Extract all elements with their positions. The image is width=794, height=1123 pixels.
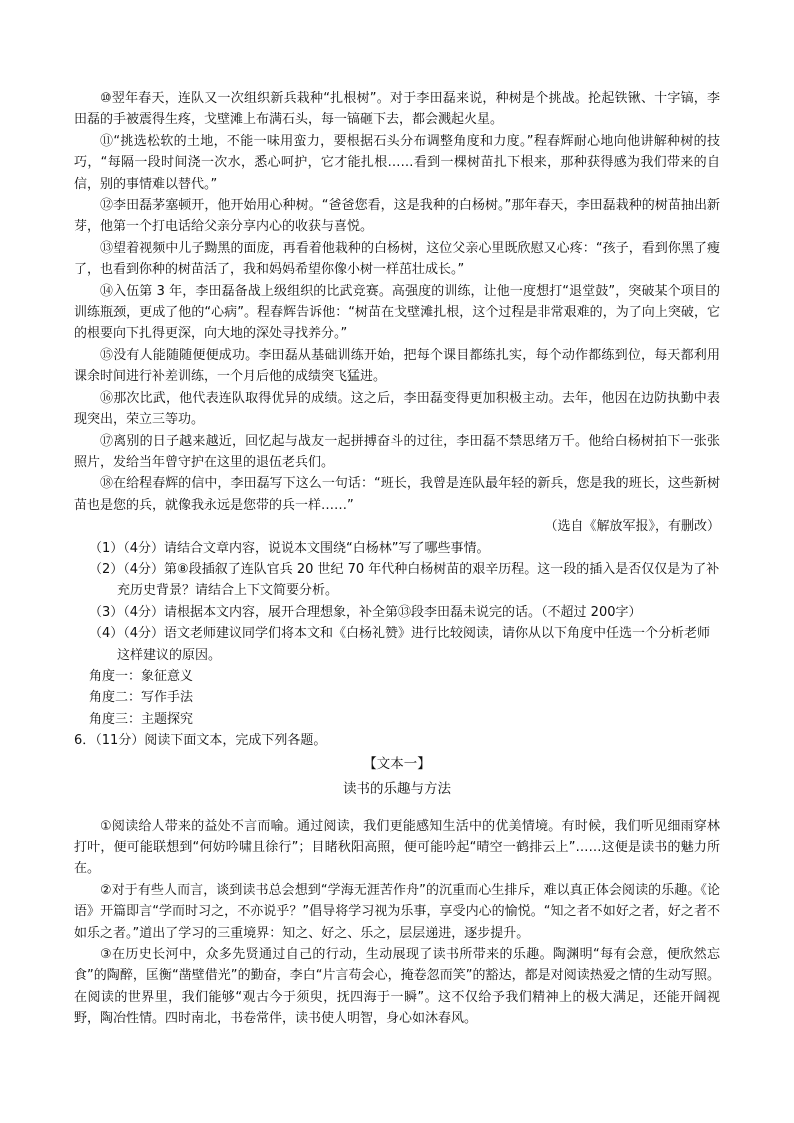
passage-paragraph-13: ⑬望着视频中儿子黝黑的面庞，再看着他栽种的白杨树，这位父亲心里既欣慰又心疼：“孩子，看到你黑了瘦了，也看到你种的树苗活了，我和妈妈希望你像小树一样茁壮成长。” xyxy=(74,240,720,278)
angle-3: 角度三：主题探究 xyxy=(89,711,194,727)
passage-paragraph-15: ⑮没有人能随随便便成功。李田磊从基础训练开始，把每个课目都练扎实，每个动作都练到位，每天都利用课余时间进行补差训练，一个月后他的成绩突飞猛进。 xyxy=(74,347,720,385)
passage-paragraph-16: ⑯那次比武，他代表连队取得优异的成绩。这之后，李田磊变得更加积极主动。去年，他因在边防执勤中表现突出，荣立三等功。 xyxy=(74,390,720,428)
question-2: （2）（4分）第⑧段插叙了连队官兵 20 世纪 70 年代种白杨树苗的艰辛历程。这一段的插入是否仅仅是为了补充历史背景？请结合上下文简要分析。 xyxy=(89,561,720,599)
question-1: （1）（4分）请结合文章内容，说说本文围绕“白杨林”写了哪些事情。 xyxy=(89,540,490,556)
angle-2: 角度二：写作手法 xyxy=(89,690,194,706)
text-one-tag: 【文本一】 xyxy=(363,755,431,772)
text-one-paragraph-3: ③在历史长河中，众多先贤通过自己的行动，生动展现了读书所带来的乐趣。陶渊明“每有会意，便欣然忘食”的陶醉，匡衡“凿壁借光”的勤奋，李白“片言苟会心，掩卷忽而笑”的豁达，都是对阅读热爱之情的生动写照。在阅读的世界里，我们能够“观古今于须臾，抚四海于一瞬”。这不仅给予我们精神上的极大满足，还能开阔视野，陶冶性情。四时南北，书卷常伴，读书使人明智，身心如沐春风。 xyxy=(74,947,720,1027)
passage-paragraph-11: ⑪“挑选松软的土地，不能一味用蛮力，要根据石头分布调整角度和力度。”程春辉耐心地向他讲解种树的技巧，“每隔一段时间浇一次水，悉心呵护，它才能扎根……看到一棵树苗扎下根来，那种获得感为我们带来的自信，别的事情难以替代。” xyxy=(74,133,720,192)
text-one-paragraph-2: ②对于有些人而言，谈到读书总会想到“学海无涯苦作舟”的沉重而心生排斥，难以真正体会阅读的乐趣。《论语》开篇即言“学而时习之，不亦说乎？”倡导将学习视为乐事，享受内心的愉悦。“知之者不如好之者，好之者不如乐之者。”道出了学习的三重境界：知之、好之、乐之，层层递进，逐步提升。 xyxy=(74,882,720,941)
text-one-paragraph-1: ①阅读给人带来的益处不言而喻。通过阅读，我们更能感知生活中的优美情境。有时候，我们听见细雨穿林打叶，便可能联想到“何妨吟啸且徐行”；目睹秋阳高照，便可能吟起“晴空一鹤排云上”……这便是读书的魅力所在。 xyxy=(74,818,720,877)
question-4: （4）（4分）语文老师建议同学们将本文和《白杨礼赞》进行比较阅读，请你从以下角度中任选一个分析老师这样建议的原因。 xyxy=(89,626,711,663)
text-one-title: 读书的乐趣与方法 xyxy=(343,780,451,797)
passage-paragraph-10: ⑩翌年春天，连队又一次组织新兵栽种“扎根树”。对于李田磊来说，种树是个挑战。抡起铁锹、十字镐，李田磊的手被震得生疼，戈壁滩上布满石头，每一镐砸下去，都会溅起火星。 xyxy=(74,91,720,128)
question-3: （3）（4分）请根据本文内容，展开合理想象，补全第⑬段李田磊未说完的话。（不超过 200字） xyxy=(89,604,642,620)
exam-page xyxy=(74,88,720,1030)
passage-paragraph-18: ⑱在给程春辉的信中，李田磊写下这么一句话：“班长，我曾是连队最年轻的新兵，您是我的班长，这些新树苗也是您的兵，就像我永远是您带的兵一样……” xyxy=(74,476,720,513)
passage-paragraph-17: ⑰离别的日子越来越近，回忆起与战友一起拼搏奋斗的过往，李田磊不禁思绪万千。他给白杨树拍下一张张照片，发给当年曾守护在这里的退伍老兵们。 xyxy=(74,433,720,470)
passage-paragraph-14: ⑭入伍第 3 年，李田磊备战上级组织的比武竞赛。高强度的训练，让他一度想打“退堂鼓”，突破某个项目的训练瓶颈，更成了他的“心病”。程春辉告诉他：“树苗在戈壁滩扎根，这个过程是非常艰难的，为了向上突破，它的根要向下扎得更深，向大地的深处寻找养分。” xyxy=(74,283,720,342)
angle-1: 角度一：象征意义 xyxy=(89,668,194,684)
question-6-label: 6．（11分）阅读下面文本，完成下列各题。 xyxy=(74,733,327,749)
passage-source: （选自《解放军报》，有删改） xyxy=(544,519,720,535)
passage-paragraph-12: ⑫李田磊茅塞顿开，他开始用心种树。“爸爸您看，这是我种的白杨树。”那年春天，李田磊栽种的树苗抽出新芽，他第一个打电话给父亲分享内心的收获与喜悦。 xyxy=(74,198,720,235)
